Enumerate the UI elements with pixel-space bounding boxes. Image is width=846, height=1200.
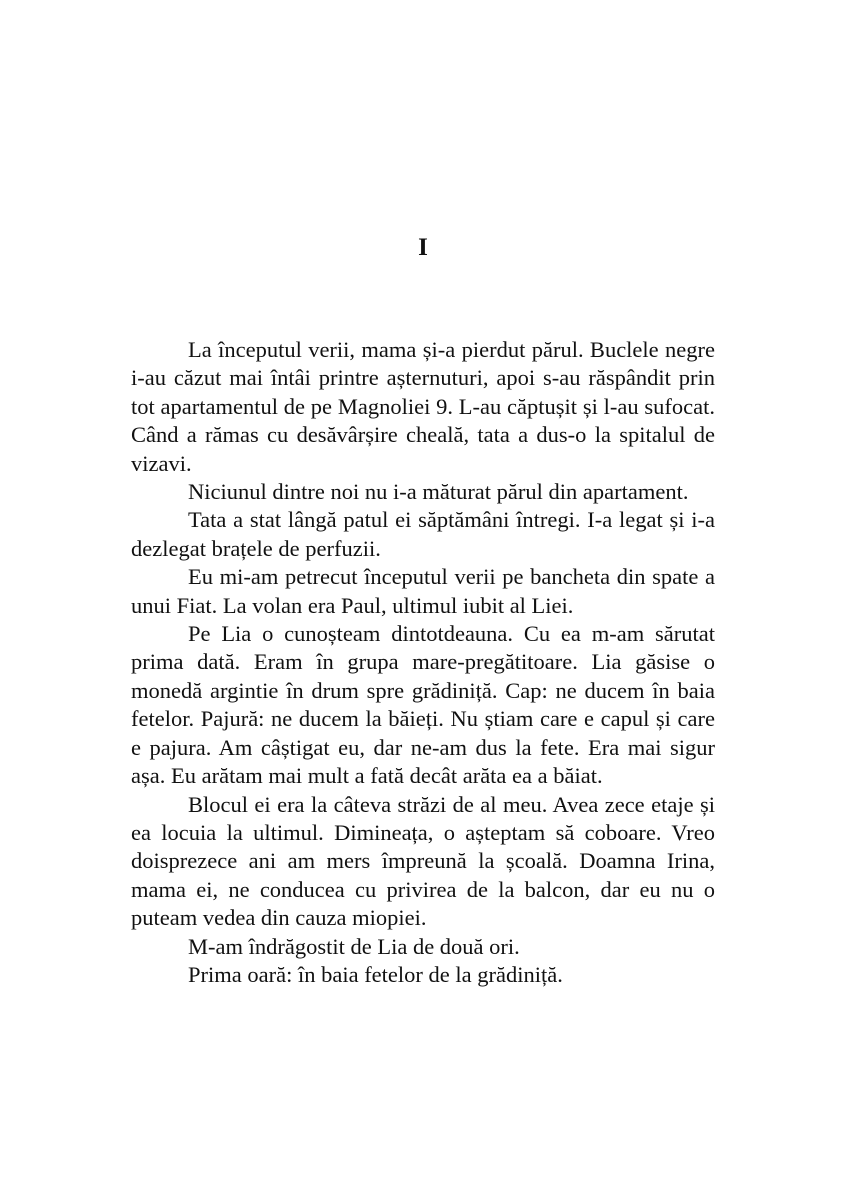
paragraph: Blocul ei era la câteva străzi de al meu. Avea zece etaje și ea locuia la ultimul. Dimineața, o așteptam să coboare. Vreo doisprezece ani am mers împreună la școală. Doamna Irina, mama ei, ne conducea cu privirea de la balcon, dar eu nu o puteam vedea din cauza miopiei. <box>131 791 715 931</box>
paragraph: Tata a stat lângă patul ei săptămâni întregi. I-a legat și i-a dezlegat brațele de perfuzii. <box>131 507 715 561</box>
paragraph: Niciunul dintre noi nu i-a măturat părul din apartament. <box>188 479 689 505</box>
chapter-body <box>131 336 715 989</box>
paragraph: M-am îndrăgostit de Lia de două ori. <box>188 933 520 959</box>
chapter-title: I <box>418 234 428 261</box>
paragraph: Eu mi-am petrecut începutul verii pe bancheta din spate a unui Fiat. La volan era Paul, ultimul iubit al Liei. <box>131 564 715 618</box>
paragraph: La începutul verii, mama și-a pierdut părul. Buclele negre i-au căzut mai întâi printre așternuturi, apoi s-au răspândit prin tot apartamentul de pe Magnoliei 9. L-au căptușit și l-au sufocat. Când a rămas cu desăvârșire cheală, tata a dus-o la spitalul de vizavi. <box>131 337 715 476</box>
paragraph: Pe Lia o cunoșteam dintotdeauna. Cu ea m-am sărutat prima dată. Eram în grupa mare-pregătitoare. Lia găsise o monedă argintie în drum spre grădiniță. Cap: ne ducem în baia fetelor. Pajură: ne ducem la băieți. Nu știam care e capul și care e pajura. Am câștigat eu, dar ne-am dus la fete. Era mai sigur așa. Eu arătam mai mult a fată decât arăta ea a băiat. <box>131 621 715 789</box>
paragraph: Prima oară: în baia fetelor de la grădiniță. <box>188 961 563 987</box>
